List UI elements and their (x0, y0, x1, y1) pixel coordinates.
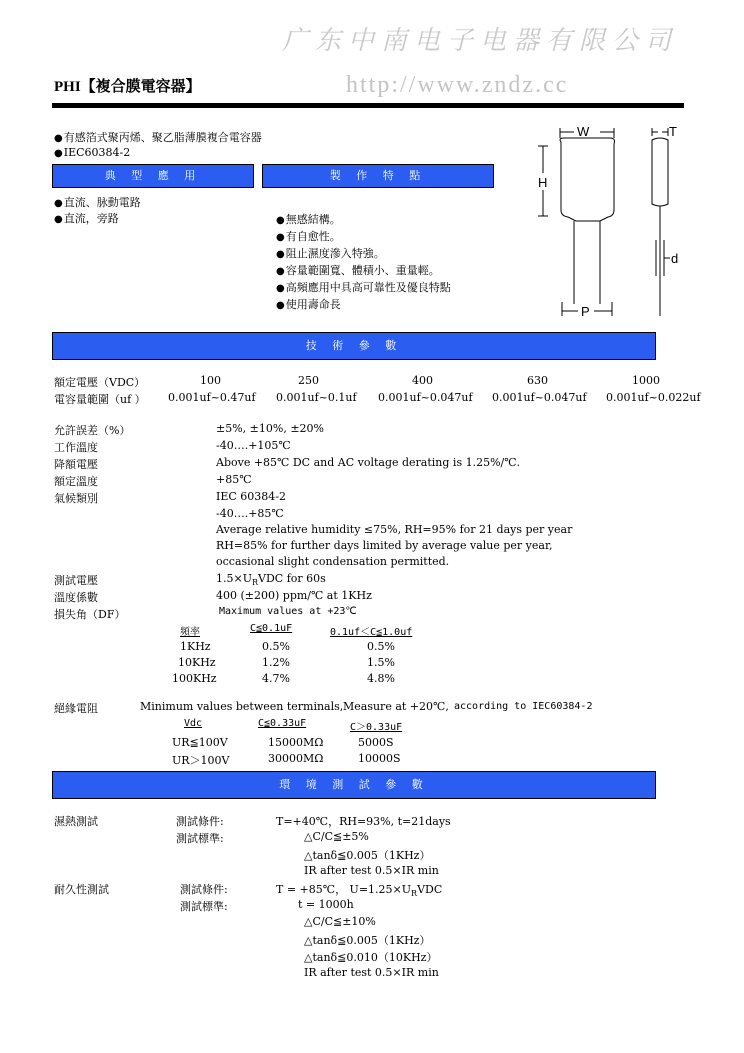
voltage-value: 630 (527, 374, 548, 387)
header-rule (52, 103, 684, 108)
humid-cond: T=+40℃，RH=93%, t=21days (276, 815, 451, 828)
feature-item: ● 有自愈性。 (276, 228, 341, 244)
endur-cond: T = +85℃， $U=1.25\times U_RVDC$ (276, 883, 443, 899)
ir-label: 絕緣電阻 (54, 702, 98, 715)
cond-label: 測試條件: (180, 883, 228, 896)
diagram-label-w: W (577, 124, 590, 139)
application-item: ● 直流，旁路 (54, 210, 119, 226)
ir-header: C≦0.33uF (258, 718, 307, 729)
df-cell: 1.5% (367, 656, 395, 669)
ir-note: Minimum values between terminals, (140, 700, 344, 713)
voltage-value: 250 (298, 374, 319, 387)
std-label: 測試標準: (176, 832, 224, 845)
ir-cell: 10000S (358, 752, 401, 765)
voltage-value: 1000 (632, 374, 660, 387)
env-heading: 環 境 測 試 參 數 (52, 771, 656, 799)
param-label: 降額電壓 (54, 458, 98, 471)
test-voltage-label: 測試電壓 (54, 574, 98, 587)
df-header: C≦0.1uF (250, 623, 293, 634)
ir-note: Measure at +20℃, (343, 700, 449, 713)
endur-std: t = 1000h (298, 898, 354, 911)
feature-item: ● 高頻應用中具高可靠性及優良特點 (276, 279, 451, 295)
url-watermark: http://www.zndz.cc (346, 72, 569, 98)
humid-std: IR after test 0.5×IR min (304, 864, 439, 877)
param-label: 額定溫度 (54, 475, 98, 488)
df-cell: 4.8% (367, 672, 395, 685)
df-cell: 0.5% (367, 640, 395, 653)
param-value: IEC 60384-2 (216, 490, 286, 503)
df-cell: 4.7% (262, 672, 290, 685)
endur-std: IR after test 0.5×IR min (304, 966, 439, 979)
cap-value: 0.001uf~0.1uf (276, 391, 357, 404)
diagram-label-t: T (669, 124, 677, 139)
feature-item: ● 阻止濕度滲入特強。 (276, 245, 385, 261)
cap-value: 0.001uf~0.047uf (378, 391, 473, 404)
endur-std: △C/C≦±10% (304, 915, 376, 928)
df-cell: 1.2% (262, 656, 290, 669)
param-value: +85℃ (216, 473, 252, 486)
ir-cell: 30000MΩ (268, 752, 324, 765)
ir-note: according to IEC60384-2 (454, 701, 593, 712)
voltage-value: 100 (200, 374, 221, 387)
endur-std: △tanδ≦0.005（1KHz） (304, 934, 431, 947)
intro-line-2: ● IEC60384-2 (54, 146, 130, 159)
climate-line: RH=85% for further days limited by average value per year, (216, 539, 553, 552)
cap-label: 電容量範圍（uf ） (54, 393, 146, 406)
df-cell: 0.5% (262, 640, 290, 653)
param-label: 允許誤差（%） (54, 424, 131, 437)
cond-label: 測試條件: (176, 815, 224, 828)
df-cell: 100KHz (172, 672, 217, 685)
features-heading: 製 作 特 點 (262, 164, 494, 188)
tech-heading: 技 術 參 數 (52, 332, 656, 360)
page-title: PHI【複合膜電容器】 (54, 79, 201, 95)
voltage-value: 400 (412, 374, 433, 387)
param-label: 氣候類別 (54, 492, 98, 505)
feature-item: ● 無感結構。 (276, 211, 341, 227)
param-label: 工作溫度 (54, 441, 98, 454)
feature-item: ● 容量範圍寬、體積小、重量輕。 (276, 262, 440, 278)
applications-heading: 典 型 應 用 (52, 164, 254, 188)
capacitor-diagram (528, 118, 688, 323)
endur-std: △tanδ≦0.010（10KHz） (304, 951, 438, 964)
param-value: Above +85℃ DC and AC voltage derating is 1.25%/℃. (216, 456, 521, 469)
ir-cell: 15000MΩ (268, 736, 324, 749)
df-header: 頻率 (180, 627, 200, 638)
param-value: ±5%, ±10%, ±20% (216, 422, 324, 435)
std-label: 測試標準: (180, 900, 228, 913)
ir-header: Vdc (184, 718, 203, 729)
humid-std: △C/C≦±5% (304, 830, 369, 843)
test-voltage-value: $1.5\times U_RVDC$ for 60s (216, 572, 326, 588)
intro-line-1: ● 有感箔式聚丙烯、聚乙脂薄膜複合電容器 (54, 129, 262, 145)
ir-cell: 5000S (358, 736, 394, 749)
diagram-label-h: H (538, 175, 548, 190)
climate-line: occasional slight condensation permitted. (216, 555, 450, 568)
ir-cell: UR＞100V (172, 754, 230, 767)
df-note: Maximum values at +23℃ (219, 606, 357, 617)
diagram-label-d: d (671, 251, 679, 266)
application-item: ● 直流、脉動電路 (54, 194, 141, 210)
ir-cell: UR≦100V (172, 736, 228, 749)
climate-line: -40….+85℃ (216, 507, 284, 520)
ir-header: C＞0.33uF (350, 722, 403, 733)
company-watermark: 广东中南电子电器有限公司 (282, 26, 679, 56)
voltage-label: 額定電壓（VDC） (54, 376, 146, 389)
humid-std: △tanδ≦0.005（1KHz） (304, 849, 431, 862)
cap-value: 0.001uf~0.022uf (606, 391, 701, 404)
cap-value: 0.001uf~0.047uf (492, 391, 587, 404)
df-header: 0.1uf＜C≦1.0uf (330, 627, 413, 638)
temp-coef-label: 溫度係數 (54, 591, 98, 604)
temp-coef-value: 400 (±200) ppm/℃ at 1KHz (216, 589, 372, 602)
endur-label: 耐久性測試 (54, 883, 109, 896)
climate-line: Average relative humidity ≤75%, RH=95% for 21 days per year (216, 523, 573, 536)
humid-label: 濕熱測試 (54, 815, 98, 828)
diagram-label-p: P (581, 304, 590, 319)
param-value: -40….+105℃ (216, 439, 291, 452)
df-cell: 1KHz (180, 640, 211, 653)
df-cell: 10KHz (178, 656, 216, 669)
feature-item: ● 使用壽命長 (276, 296, 341, 312)
cap-value: 0.001uf~0.47uf (168, 391, 256, 404)
df-label: 損失角（DF） (54, 608, 126, 621)
